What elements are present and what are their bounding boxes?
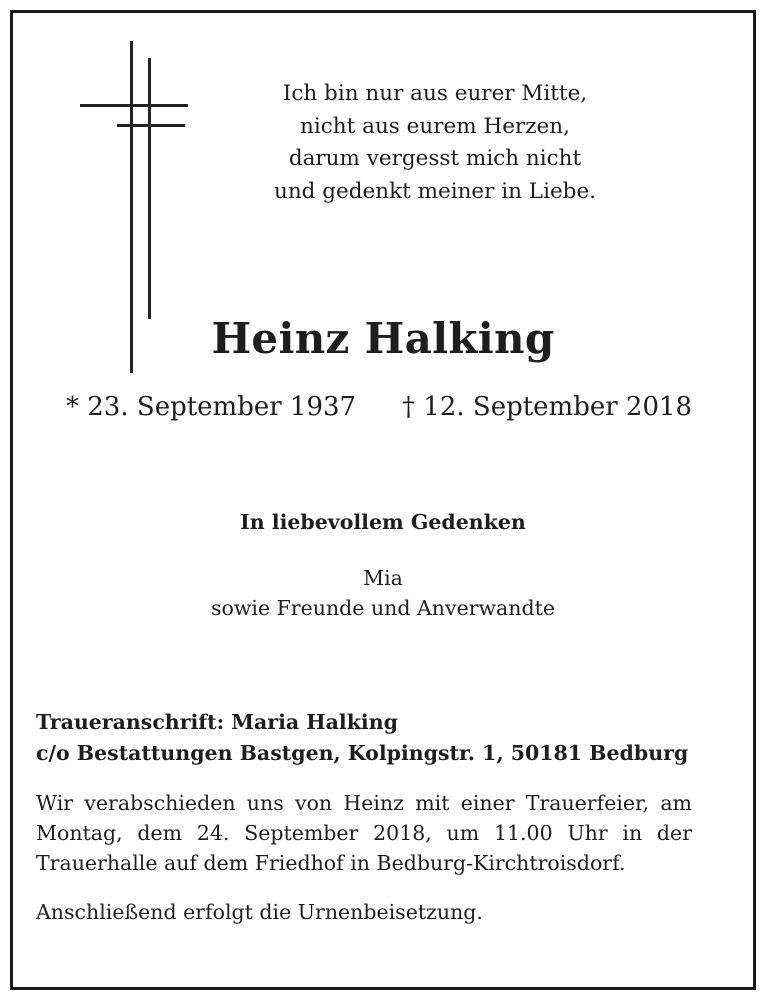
poem-line: nicht aus eurem Herzen, bbox=[300, 113, 570, 139]
mourning-address bbox=[36, 707, 726, 769]
burial-notice: Anschließend erfolgt die Urnenbeisetzung. bbox=[36, 900, 483, 924]
deceased-name: Heinz Halking bbox=[211, 314, 555, 363]
birth-date: * 23. September 1937 bbox=[66, 392, 357, 422]
address-line: c/o Bestattungen Bastgen, Kolpingstr. 1, 50181 Bedburg bbox=[36, 741, 689, 765]
poem-line: Ich bin nur aus eurer Mitte, bbox=[282, 81, 588, 106]
address-line: Traueranschrift: Maria Halking bbox=[36, 710, 398, 734]
ceremony-notice: Wir verabschieden uns von Heinz mit einer Trauerfeier, am Montag, dem 24. September 2018, um 11.00 Uhr in der Trauerhalle auf dem Friedhof in Bedburg-Kirchtroisdorf. bbox=[36, 791, 692, 875]
poem-line: und gedenkt meiner in Liebe. bbox=[273, 178, 597, 204]
death-date: † 12. September 2018 bbox=[402, 392, 693, 422]
poem bbox=[270, 78, 600, 208]
mourners-list bbox=[0, 563, 766, 623]
mourner-name: sowie Freunde und Anverwandte bbox=[211, 596, 555, 620]
poem-line: darum vergesst mich nicht bbox=[288, 146, 582, 171]
mourner-name: Mia bbox=[363, 566, 403, 590]
memorial-heading: In liebevollem Gedenken bbox=[240, 510, 526, 534]
